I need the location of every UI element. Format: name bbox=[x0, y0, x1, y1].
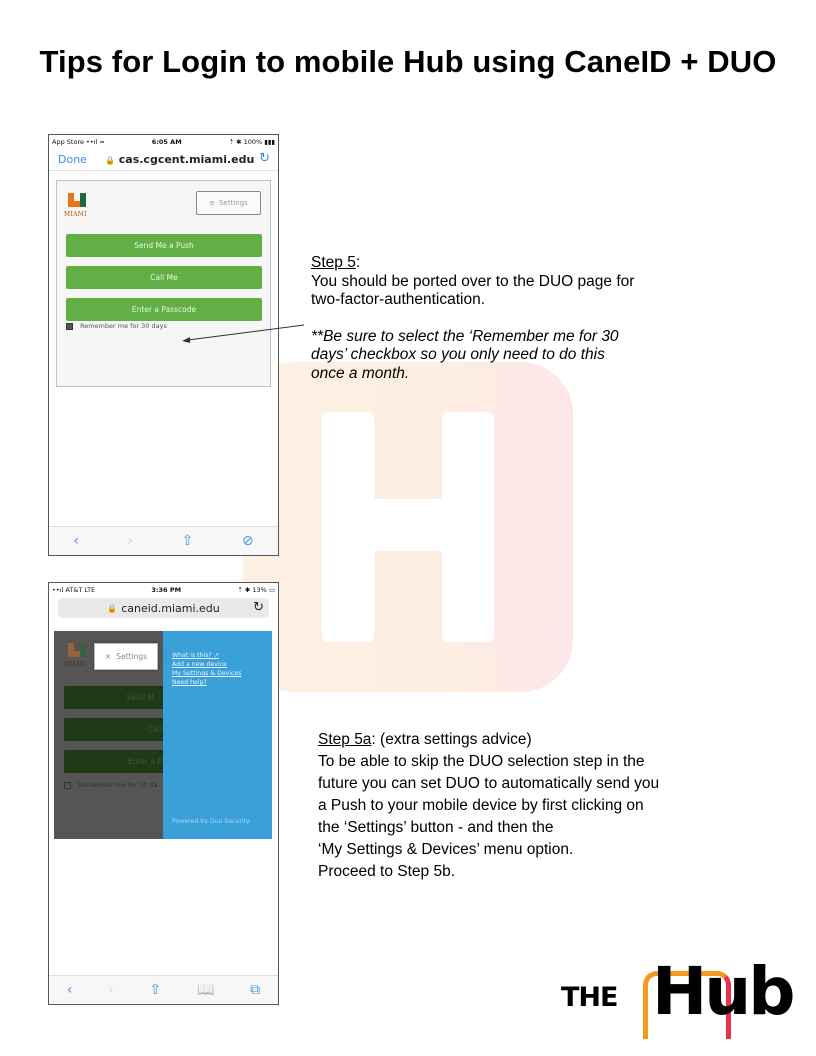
url-text: caneid.miami.edu bbox=[121, 601, 220, 615]
step5-note-line: **Be sure to select the ‘Remember me for 30 bbox=[311, 327, 619, 345]
step5a-line: a Push to your mobile device by first clicking on bbox=[318, 797, 644, 814]
logo-the: THE bbox=[561, 982, 618, 1013]
enter-passcode-button[interactable]: Enter a Passcode bbox=[66, 298, 262, 321]
reload-icon[interactable]: ↻ bbox=[259, 151, 270, 166]
remember-label: Remember me for 30 days bbox=[80, 322, 167, 330]
send-push-button[interactable]: Send Me a Push bbox=[66, 234, 262, 257]
duo-prompt bbox=[56, 180, 271, 387]
step5a-line: To be able to skip the DUO selection step in the bbox=[318, 753, 645, 770]
back-icon[interactable]: ‹ bbox=[66, 982, 73, 998]
step5-note-line: once a month. bbox=[311, 364, 410, 382]
share-icon[interactable]: ⇧ bbox=[149, 982, 162, 998]
settings-label: Settings bbox=[116, 652, 148, 661]
step5a-heading: Step 5a bbox=[318, 731, 372, 748]
clock: 6:05 AM bbox=[151, 137, 182, 146]
step5a-block bbox=[318, 729, 659, 883]
close-icon: × bbox=[104, 652, 112, 661]
status-bar bbox=[49, 583, 278, 596]
menu-icon: ≡ bbox=[209, 199, 216, 207]
step5-note-line: days’ checkbox so you only need to do this bbox=[311, 346, 605, 363]
forward-icon[interactable]: › bbox=[127, 533, 134, 549]
step5a-line: future you can set DUO to automatically send you bbox=[318, 775, 660, 792]
the-hub-logo bbox=[561, 953, 793, 1034]
settings-menu-panel bbox=[163, 631, 272, 839]
step5a-subtitle: : (extra settings advice) bbox=[371, 731, 532, 748]
clock: 3:36 PM bbox=[151, 585, 182, 594]
divider bbox=[49, 170, 278, 171]
compass-icon[interactable]: ⊘ bbox=[241, 533, 254, 549]
miami-logo-text: MIAMI bbox=[63, 661, 86, 668]
watermark-h-cross bbox=[363, 499, 453, 551]
url-display[interactable] bbox=[105, 153, 254, 166]
remember-label: Remember me for 30 da bbox=[78, 781, 158, 789]
url-display[interactable] bbox=[58, 598, 269, 618]
powered-by-label: Powered by Duo Security bbox=[172, 818, 250, 825]
reload-icon[interactable]: ↻ bbox=[253, 600, 264, 615]
battery-indicator: ⇡ ✱ 13% ▭ bbox=[237, 585, 275, 594]
step5a-line: the ‘Settings’ button - and then the bbox=[318, 819, 554, 836]
step5-heading: Step 5 bbox=[311, 254, 356, 271]
miami-u-logo bbox=[68, 643, 86, 657]
logo-hub: Hub bbox=[652, 953, 793, 1030]
back-icon[interactable]: ‹ bbox=[73, 533, 79, 549]
step5-colon: : bbox=[355, 254, 361, 271]
menu-item-need-help[interactable]: Need help? bbox=[172, 679, 207, 686]
carrier-label: ••ıl AT&T LTE bbox=[52, 585, 96, 594]
step5a-line: Proceed to Step 5b. bbox=[318, 863, 456, 880]
miami-u-logo bbox=[68, 193, 86, 207]
step5-line: You should be ported over to the DUO page for bbox=[311, 272, 635, 290]
done-button[interactable]: Done bbox=[58, 152, 87, 166]
miami-logo-text: MIAMI bbox=[64, 211, 87, 218]
settings-label: Settings bbox=[219, 199, 248, 207]
hub-watermark bbox=[243, 362, 573, 692]
remember-me-checkbox[interactable] bbox=[66, 322, 167, 330]
settings-close-button[interactable] bbox=[94, 643, 158, 670]
share-icon[interactable]: ⇧ bbox=[181, 533, 194, 549]
phone-screenshot-duo bbox=[48, 134, 279, 556]
page-title: Tips for Login to mobile Hub using CaneID + DUO bbox=[39, 44, 777, 79]
status-bar bbox=[49, 135, 278, 148]
lock-icon: 🔒 bbox=[104, 155, 115, 165]
call-me-button[interactable]: Call Me bbox=[66, 266, 262, 289]
browser-toolbar bbox=[49, 526, 278, 555]
bookmarks-icon[interactable]: 📖 bbox=[196, 982, 215, 998]
call-me-button[interactable]: Call bbox=[64, 718, 224, 741]
remember-me-checkbox[interactable] bbox=[64, 781, 158, 789]
menu-item-my-settings-devices[interactable]: My Settings & Devices bbox=[172, 670, 242, 677]
step5a-line: ‘My Settings & Devices’ menu option. bbox=[318, 841, 574, 858]
forward-icon[interactable]: › bbox=[108, 982, 114, 998]
lock-icon: 🔒 bbox=[107, 603, 118, 613]
carrier-label: App Store ••ıl ≈ bbox=[52, 137, 105, 146]
phone-screenshot-settings-menu bbox=[48, 582, 279, 1005]
battery-indicator: ⇡ ✱ 100% ▮▮▮ bbox=[228, 137, 275, 146]
callout-arrow bbox=[180, 320, 305, 345]
browser-nav-bar bbox=[49, 148, 278, 170]
settings-button[interactable] bbox=[196, 191, 261, 215]
checkbox-checked[interactable] bbox=[66, 323, 73, 330]
browser-nav-bar bbox=[49, 596, 278, 618]
tabs-icon[interactable]: ⧉ bbox=[250, 982, 261, 998]
menu-item-add-device[interactable]: Add a new device bbox=[172, 661, 227, 668]
checkbox-unchecked[interactable] bbox=[64, 782, 71, 789]
send-push-button[interactable]: Send M bbox=[64, 686, 224, 709]
url-text: cas.cgcent.miami.edu bbox=[118, 152, 255, 166]
enter-passcode-button[interactable]: Enter a P bbox=[64, 750, 224, 773]
browser-toolbar bbox=[49, 975, 278, 1004]
step5-line: two-factor-authentication. bbox=[311, 291, 486, 308]
duo-prompt-overlay bbox=[54, 631, 272, 839]
menu-item-what-is-this[interactable]: What is this? ↗ bbox=[172, 652, 219, 659]
step5-block bbox=[311, 254, 634, 383]
